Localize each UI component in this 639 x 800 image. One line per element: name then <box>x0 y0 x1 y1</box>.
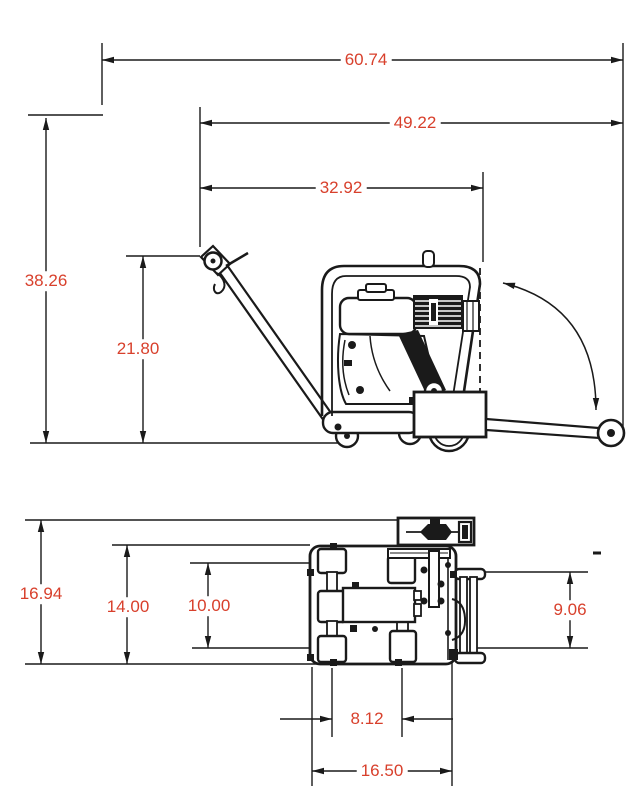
engine-boss-1 <box>414 591 421 600</box>
guard-nub <box>409 397 414 404</box>
dim-label-overall-length: 60.74 <box>341 50 392 70</box>
guard-mount-bottom <box>449 649 458 660</box>
pointer-arm <box>486 419 599 438</box>
filter-bolt <box>431 303 436 321</box>
dim-label-guard-length: 9.06 <box>549 600 590 620</box>
side-view-machine <box>201 246 624 451</box>
handle-knob-center <box>211 259 216 264</box>
guard-cap-bottom <box>455 653 485 663</box>
pointer-bracket-core <box>462 525 468 539</box>
top-view-machine <box>307 518 601 666</box>
wheel-front-right <box>388 556 415 583</box>
pointer-tab <box>430 519 440 524</box>
engine-block-top <box>343 588 415 622</box>
swing-arc-arrow <box>503 283 596 410</box>
blade-guard-box <box>414 392 486 437</box>
clutch-lever <box>226 253 248 266</box>
dim-label-inner-width: 10.00 <box>184 596 235 616</box>
dim-label-body-length: 49.22 <box>390 113 441 133</box>
guard-rail-1 <box>460 577 467 655</box>
dim-label-handle-height: 21.80 <box>113 339 164 359</box>
engine-boss-2 <box>414 604 421 616</box>
base-bolt <box>335 424 342 431</box>
fuel-cap <box>366 284 386 292</box>
guard-rail-2 <box>470 577 477 655</box>
handlebar <box>215 258 336 428</box>
dim-label-deck-length: 16.50 <box>357 761 408 781</box>
pointer-wheel-hub <box>607 429 615 437</box>
wheel-mid-left <box>318 591 346 622</box>
dim-label-handle-to-guard: 32.92 <box>316 178 367 198</box>
axle-stub-left-1 <box>327 572 337 592</box>
engine-detail-1 <box>348 341 356 349</box>
muffler <box>463 301 479 331</box>
dim-label-body-width: 14.00 <box>103 597 154 617</box>
dim-label-overall-width: 16.94 <box>16 584 67 604</box>
axle-stub-left-2 <box>327 621 337 637</box>
fuel-tank <box>340 298 416 334</box>
dim-label-overall-height: 38.26 <box>21 271 72 291</box>
wheel-front-left <box>318 549 346 573</box>
top-view-dimension-lines <box>25 520 588 786</box>
wheel-rear-left <box>318 636 346 662</box>
engine-detail-2 <box>344 360 352 366</box>
frame-top-knob <box>423 251 434 267</box>
blade-shaft <box>429 551 439 607</box>
guard-mount-top <box>450 571 457 578</box>
side-view-dimension-lines <box>28 43 623 443</box>
engine-detail-3 <box>356 386 364 394</box>
dim-label-wheel-track: 8.12 <box>346 709 387 729</box>
wheel-rear-right <box>390 631 416 662</box>
